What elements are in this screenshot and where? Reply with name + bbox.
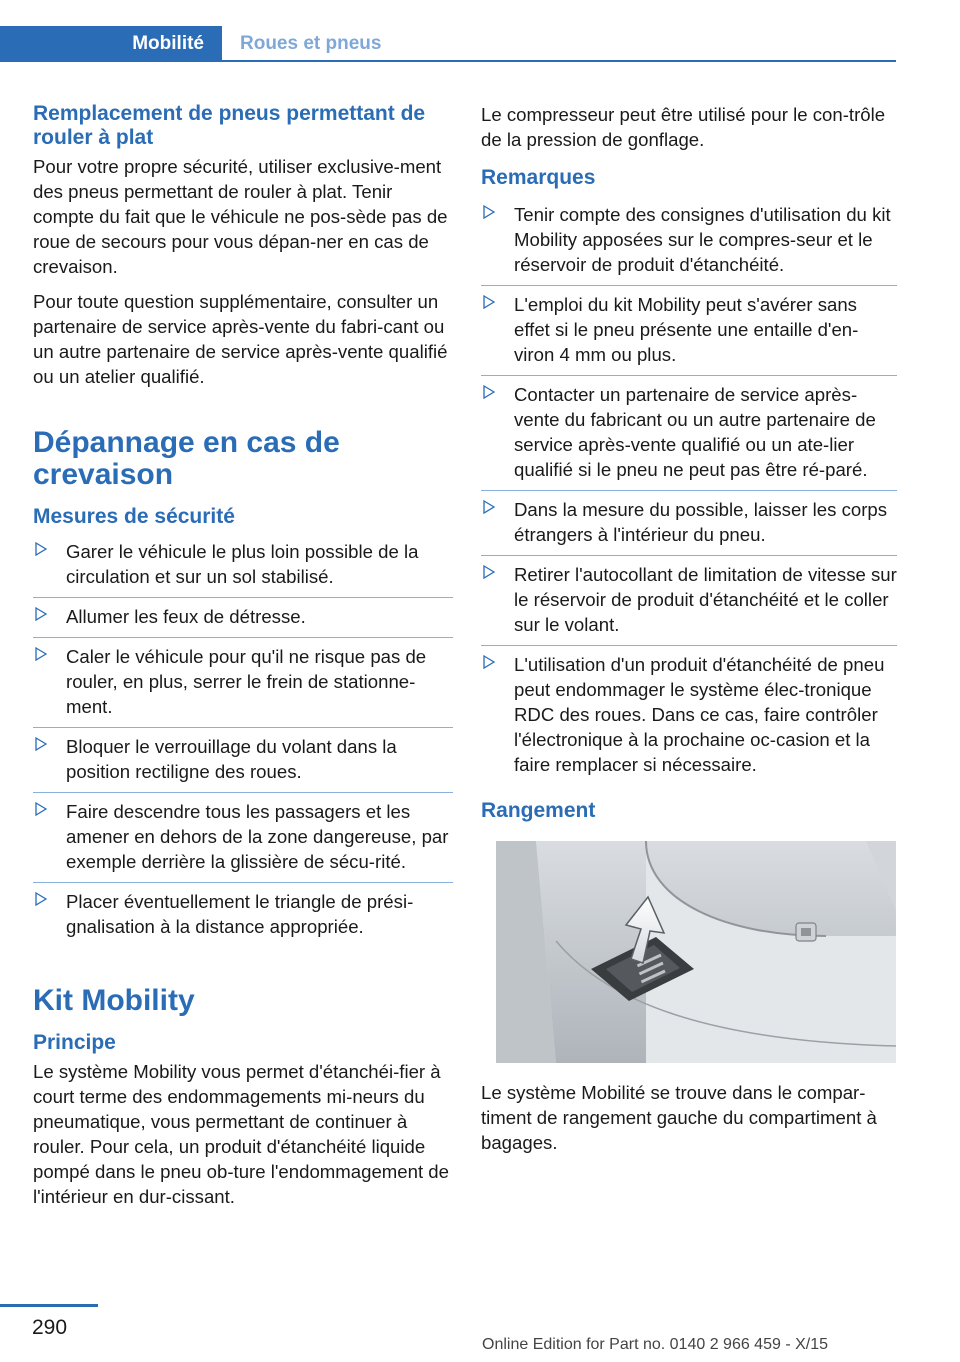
section-title-remarques: Remarques: [481, 166, 596, 189]
tab-mobilite[interactable]: Mobilité: [0, 26, 222, 62]
list-item-text: L'emploi du kit Mobility peut s'avérer sans effet si le pneu présente une entaille d'en-viron 4 mm ou plus.: [514, 294, 859, 365]
triangle-right-outline-icon: [483, 565, 495, 579]
page-header: [0, 0, 896, 62]
triangle-right-outline-icon: [35, 542, 47, 556]
chapter-title-kit: Kit Mobility: [33, 984, 195, 1017]
paragraph: Pour votre propre sécurité, utiliser exclusive-ment des pneus permettant de rouler à plat. Tenir compte du fait que le véhicule ne pos-sède pas de roue de secours pour vous dépan-ner en cas de crevaison.: [33, 156, 448, 277]
footer-divider: [0, 1304, 98, 1307]
paragraph: Pour toute question supplémentaire, consulter un partenaire de service après-vente du fabri-cant ou un autre partenaire de service après-vente qualifié ou un atelier qualifié.: [33, 291, 448, 387]
list-item: [33, 638, 453, 728]
section-title-runflat: Remplacement de pneus permettant de rouler à plat: [33, 102, 426, 149]
page-number: 290: [32, 1316, 68, 1339]
paragraph: Le compresseur peut être utilisé pour le con-trôle de la pression de gonflage.: [481, 104, 886, 150]
triangle-right-outline-icon: [483, 295, 495, 309]
tab-roues-et-pneus[interactable]: Roues et pneus: [240, 33, 382, 54]
list-item: [481, 491, 897, 556]
mesures-list: [33, 533, 453, 947]
list-item-text: Contacter un partenaire de service après-vente du fabricant ou un autre partenaire de service après-vente qualifié ou un ate-lier qualifié si le pneu ne peut pas être ré-paré.: [514, 384, 876, 480]
list-item: [33, 598, 453, 638]
list-item: [481, 646, 897, 785]
triangle-right-outline-icon: [35, 607, 47, 621]
triangle-right-outline-icon: [483, 500, 495, 514]
list-item-text: Dans la mesure du possible, laisser les corps étrangers à l'intérieur du pneu.: [514, 499, 888, 545]
paragraph: Le système Mobility vous permet d'étanchéi-fier à court terme des endommagements mi-neurs du pneumatique, vous permettant de continuer à rouler. Pour cela, un produit d'étanchéité liquide pompé dans le pneu ob-ture l'endommagement de l'intérieur en dur-cissant.: [33, 1061, 449, 1207]
list-item: [33, 533, 453, 598]
triangle-right-outline-icon: [483, 205, 495, 219]
list-item-text: Bloquer le verrouillage du volant dans la position rectiligne des roues.: [66, 736, 397, 782]
list-item: [481, 196, 897, 286]
list-item-text: Caler le véhicule pour qu'il ne risque pas de rouler, en plus, serrer le frein de stationne-ment.: [66, 646, 427, 717]
list-item: [481, 376, 897, 491]
figure-caption: Le système Mobilité se trouve dans le compar-timent de rangement gauche du compartiment à bagages.: [481, 1082, 877, 1153]
header-divider: [0, 60, 896, 62]
triangle-right-outline-icon: [35, 647, 47, 661]
list-item-text: Tenir compte des consignes d'utilisation du kit Mobility apposées sur le compres-seur et le réservoir de produit d'étanchéité.: [514, 204, 891, 275]
list-item: [33, 793, 453, 883]
list-item-text: Garer le véhicule le plus loin possible de la circulation et sur un sol stabilisé.: [66, 541, 419, 587]
right-column: [481, 102, 897, 1165]
chapter-title-depannage: Dépannage en cas de crevaison: [33, 426, 340, 491]
left-column: [33, 102, 453, 1219]
section-title-rangement: Rangement: [481, 799, 596, 822]
triangle-right-outline-icon: [35, 892, 47, 906]
list-item-text: Retirer l'autocollant de limitation de vitesse sur le réservoir de produit d'étanchéité et le coller sur le volant.: [514, 564, 897, 635]
list-item: [33, 728, 453, 793]
list-item: [33, 883, 453, 947]
list-item: [481, 286, 897, 376]
list-item: [481, 556, 897, 646]
triangle-right-outline-icon: [483, 385, 495, 399]
list-item-text: Placer éventuellement le triangle de prési-gnalisation à la distance appropriée.: [66, 891, 414, 937]
section-title-principe: Principe: [33, 1031, 116, 1054]
list-item-text: Allumer les feux de détresse.: [66, 606, 306, 627]
list-item-text: L'utilisation d'un produit d'étanchéité de pneu peut endommager le système élec-tronique RDC des roues. Dans ce cas, faire contrôler l'électronique à la prochaine oc-casion et la faire remplacer si nécessaire.: [514, 654, 885, 775]
remarques-list: [481, 196, 897, 785]
triangle-right-outline-icon: [483, 655, 495, 669]
triangle-right-outline-icon: [35, 802, 47, 816]
trunk-compartment-illustration: [496, 841, 896, 1063]
edition-footer: Online Edition for Part no. 0140 2 966 459 - X/15: [482, 1336, 829, 1353]
list-item-text: Faire descendre tous les passagers et les amener en dehors de la zone dangereuse, par exemple derrière la glissière de sécu-rité.: [66, 801, 449, 872]
section-title-mesures: Mesures de sécurité: [33, 505, 235, 528]
triangle-right-outline-icon: [35, 737, 47, 751]
